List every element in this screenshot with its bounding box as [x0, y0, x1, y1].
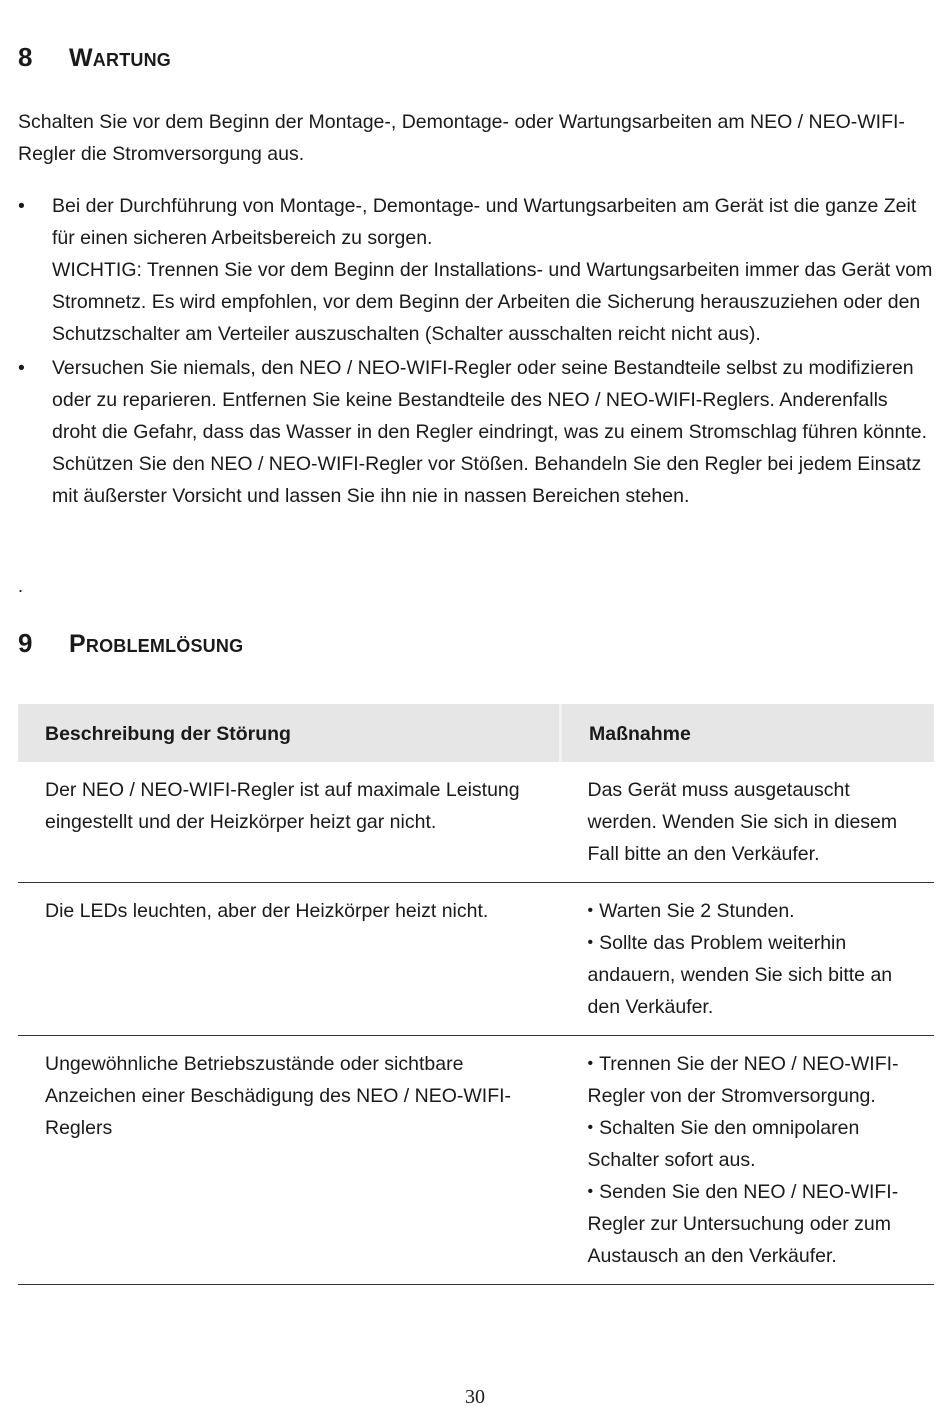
- section-number: 8: [18, 42, 33, 72]
- action-text: Schalten Sie den omnipolaren Schalter sofort aus.: [587, 1117, 860, 1171]
- fault-description-cell: Die LEDs leuchten, aber der Heizkörper heizt nicht.: [18, 883, 561, 1036]
- list-item: [18, 352, 934, 512]
- action-cell: Das Gerät muss ausgetauscht werden. Wenden Sie sich in diesem Fall bitte an den Verkäufer.: [561, 762, 935, 883]
- action-cell: [561, 883, 935, 1036]
- action-list-item: [588, 1048, 925, 1112]
- stray-dot: .: [18, 576, 24, 596]
- action-text: Warten Sie 2 Stunden.: [599, 900, 795, 922]
- table-row: [18, 883, 934, 1036]
- table-row: [18, 762, 934, 883]
- column-header-action: Maßnahme: [561, 704, 935, 762]
- action-list-item: [588, 927, 925, 1023]
- bullet-icon: •: [587, 1055, 594, 1072]
- bullet-icon: •: [587, 902, 594, 919]
- table-header-row: [18, 704, 934, 762]
- column-header-description: Beschreibung der Störung: [18, 704, 561, 762]
- action-list-item: [588, 1112, 925, 1176]
- section-heading-problemloesung: [18, 628, 243, 659]
- list-item: [18, 190, 934, 350]
- bullet-text: Versuchen Sie niemals, den NEO / NEO-WIFI-Regler oder seine Bestandteile selbst zu modifizieren oder zu reparieren. Entfernen Sie keine Bestandteile des NEO / NEO-WIFI-Reglers. Anderenfalls droht die Gefahr, dass das Wasser in den Regler eindringt, was zu einem Stromschlag führen könnte. Schützen Sie den NEO / NEO-WIFI-Regler vor Stößen. Behandeln Sie den Regler bei jedem Einsatz mit äußerster Vorsicht und lassen Sie ihn nie in nassen Bereichen stehen.: [52, 357, 928, 507]
- bullet-warning-text: WICHTIG: Trennen Sie vor dem Beginn der Installations- und Wartungsarbeiten immer das Gerät vom Stromnetz. Es wird empfohlen, vor dem Beginn der Arbeiten die Sicherung herauszuziehen oder den Schutzschalter am Verteiler auszuschalten (Schalter ausschalten reicht nicht aus).: [52, 259, 933, 345]
- intro-paragraph: Schalten Sie vor dem Beginn der Montage-, Demontage- oder Wartungsarbeiten am NEO / NEO-WIFI-Regler die Stromversorgung aus.: [18, 111, 905, 165]
- bullet-icon: •: [587, 1119, 594, 1136]
- bullet-icon: •: [587, 1183, 594, 1200]
- section-title: Wartung: [69, 44, 171, 72]
- action-text: Sollte das Problem weiterhin andauern, wenden Sie sich bitte an den Verkäufer.: [587, 932, 893, 1018]
- page-number: 30: [465, 1386, 485, 1408]
- section-title: Problemlösung: [69, 630, 244, 658]
- bullet-icon: •: [18, 195, 25, 217]
- bullet-icon: •: [18, 357, 25, 379]
- table-row: [18, 1036, 934, 1285]
- action-list-item: [588, 895, 925, 927]
- maintenance-bullet-list: [18, 190, 934, 514]
- fault-description-cell: Ungewöhnliche Betriebszustände oder sichtbare Anzeichen einer Beschädigung des NEO / NEO-WIFI-Reglers: [18, 1036, 561, 1285]
- action-text: Senden Sie den NEO / NEO-WIFI-Regler zur Untersuchung oder zum Austausch an den Verkäufer.: [587, 1181, 899, 1267]
- troubleshooting-table: [18, 704, 934, 1285]
- section-heading-wartung: [18, 42, 171, 73]
- action-cell: [561, 1036, 935, 1285]
- bullet-text: Bei der Durchführung von Montage-, Demontage- und Wartungsarbeiten am Gerät ist die ganze Zeit für einen sicheren Arbeitsbereich zu sorgen.: [52, 195, 917, 249]
- section-number: 9: [18, 628, 33, 658]
- action-list-item: [588, 1176, 925, 1272]
- action-text: Trennen Sie der NEO / NEO-WIFI-Regler von der Stromversorgung.: [587, 1053, 899, 1107]
- bullet-icon: •: [587, 934, 594, 951]
- fault-description-cell: Der NEO / NEO-WIFI-Regler ist auf maximale Leistung eingestellt und der Heizkörper heizt gar nicht.: [18, 762, 561, 883]
